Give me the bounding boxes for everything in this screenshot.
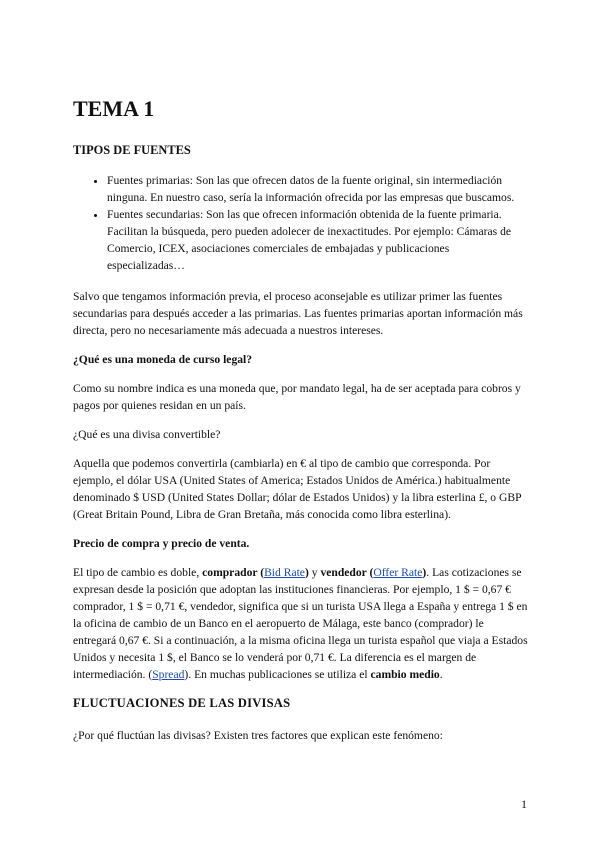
section-heading-tipos: TIPOS DE FUENTES	[73, 143, 191, 157]
bold-close-paren: )	[304, 566, 309, 579]
paragraph-sources: Salvo que tengamos información previa, el proceso aconsejable es utilizar primer las fuentes secundarias para después acceder a las primarias. Las fuentes primarias aportan información más directa, pero no necesariamente más adecuada a nuestros intereses.	[73, 290, 523, 337]
text-segment: y	[308, 566, 321, 579]
bold-cambio-medio: cambio medio	[370, 668, 440, 681]
text-segment: .	[439, 668, 443, 681]
text-segment: ). En muchas publicaciones se utiliza el	[184, 668, 371, 681]
list-item-secondary-sources: • Fuentes secundarias: Son las que ofrecen información obtenida de la fuente primaria. Facilitan la búsqueda, pero pueden adolecer de inexactitudes. Por ejemplo: Cámaras de Comercio, ICEX, asociaciones comerciales de embajadas y publicaciones especializadas…	[107, 206, 529, 274]
sources-list	[73, 172, 529, 274]
page-content	[73, 96, 529, 756]
answer-convertible: Aquella que podemos convertirla (cambiarla) en € al tipo de cambio que corresponda. Por ejemplo, el dólar USA (United States of America; Estados Unidos de América.) habitualmente denominado $ USD (United States Dollar; dólar de Estados Unidos) y la libra esterlina £, o GBP (Great Britain Pound, Libra de Gran Bretaña, más conocida como libra esterlina).	[73, 457, 522, 521]
bold-close-paren: )	[422, 566, 427, 579]
text-segment: . Las cotizaciones se expresan desde la posición que adoptan las instituciones financieras. Por ejemplo, 1 $ = 0,67 € comprador, 1 $ = 0,71 €, vendedor, significa que si un turista USA llega a España y entrega 1 $ en la oficina de cambio de un Banco en el aeropuerto de Málaga, este banco (comprador) le entregará 0,67 €. Si a continuación, a la misma oficina llega un turista español que viaja a Estados Unidos y necesita 1 $, el Banco se lo venderá por 0,71 €. La diferencia es el margen de intermediación. (	[73, 566, 528, 681]
question-legal-tender: ¿Qué es una moneda de curso legal?	[73, 353, 253, 366]
bid-rate-link[interactable]: Bid Rate	[264, 566, 305, 579]
paragraph-exchange-rate	[73, 564, 529, 683]
spread-link[interactable]: Spread	[152, 668, 185, 681]
list-item-primary-sources: • Fuentes primarias: Son las que ofrecen datos de la fuente original, sin intermediación ninguna. En nuestro caso, sería la información ofrecida por las empresas que buscamos.	[107, 172, 529, 206]
offer-rate-link[interactable]: Offer Rate	[373, 566, 423, 579]
text-segment: El tipo de cambio es doble,	[73, 566, 203, 579]
heading-buy-sell-price: Precio de compra y precio de venta.	[73, 537, 250, 550]
question-convertible: ¿Qué es una divisa convertible?	[73, 428, 221, 441]
section-heading-fluctuaciones: FLUCTUACIONES DE LAS DIVISAS	[73, 696, 291, 710]
bold-comprador: comprador (	[202, 566, 265, 579]
question-fluctuations: ¿Por qué fluctúan las divisas? Existen tres factores que explican este fenómeno:	[73, 729, 443, 742]
bold-vendedor: vendedor (	[320, 566, 374, 579]
page-number: 1	[521, 797, 527, 811]
answer-legal-tender: Como su nombre indica es una moneda que, por mandato legal, ha de ser aceptada para cobros y pagos por quienes residan en un país.	[73, 382, 521, 412]
page-title: TEMA 1	[73, 96, 155, 121]
